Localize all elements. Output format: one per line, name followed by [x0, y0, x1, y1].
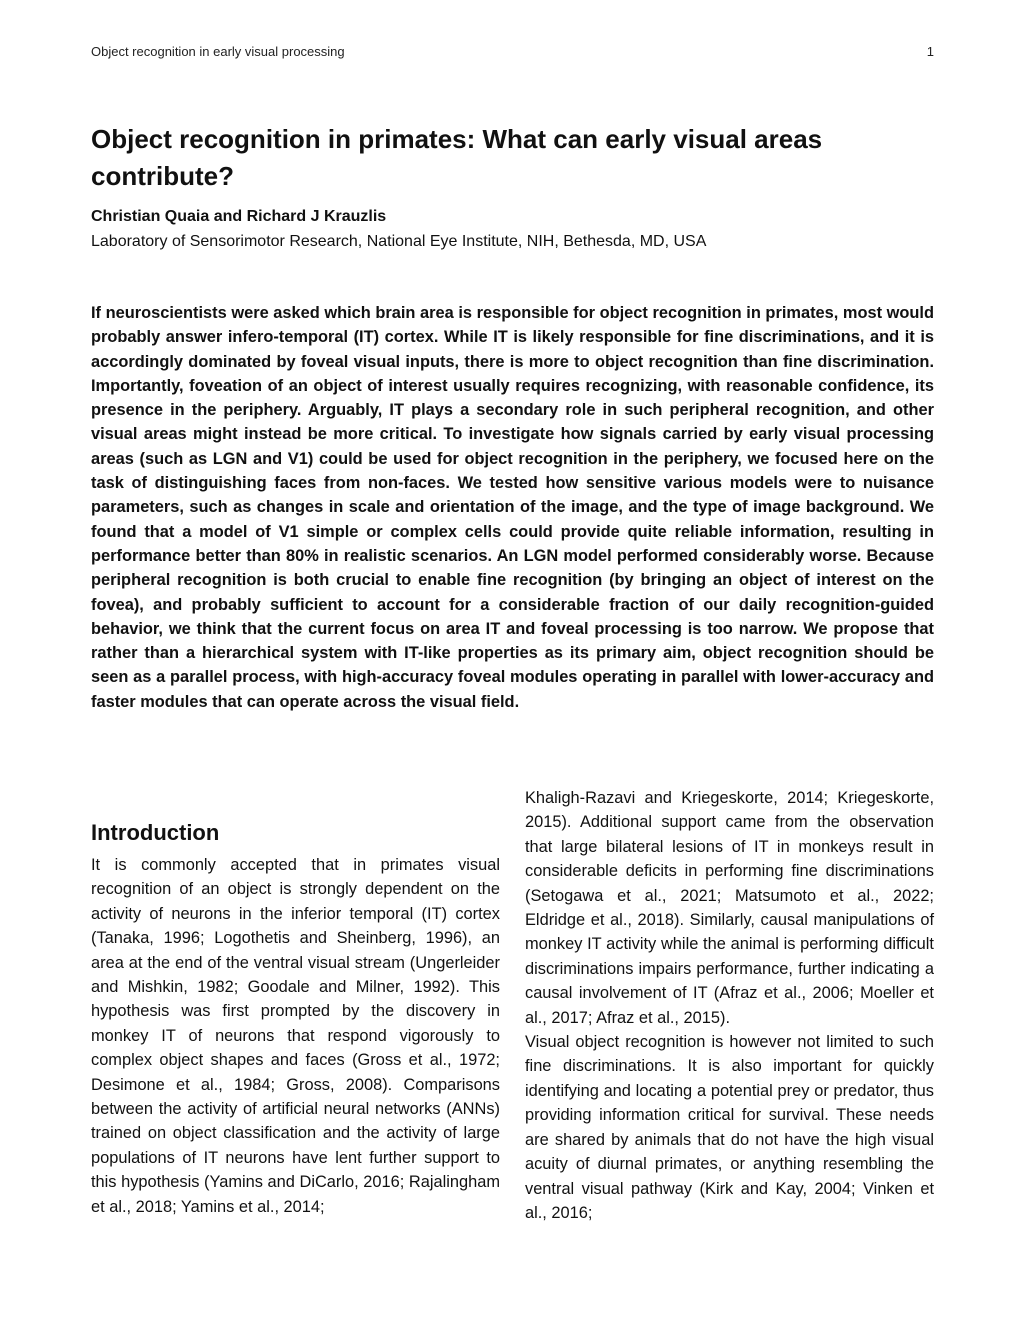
paper-title: Object recognition in primates: What can early visual areas contribute?: [91, 124, 823, 191]
introduction-paragraph: Khaligh-Razavi and Kriegeskorte, 2014; Kriegeskorte, 2015). Additional support came from the observation that large bilateral lesions of IT in monkeys result in considerable deficits in performing fine discriminations (Setogawa et al., 2021; Matsumoto et al., 2022; Eldridge et al., 2018). Similarly, causal manipulations of monkey IT activity while the animal is performing difficult discriminations impairs performance, further indicating a causal involvement of IT (Afraz et al., 2006; Moeller et al., 2017; Afraz et al., 2015).: [525, 789, 934, 1027]
introduction-paragraph: Visual object recognition is however not limited to such fine discriminations. It is also important for quickly identifying and locating a potential prey or predator, thus providing information critical for survival. These needs are shared by animals that do not have the high visual acuity of diurnal primates, or anything resembling the ventral visual pathway (Kirk and Kay, 2004; Vinken et al., 2016;: [525, 1033, 934, 1222]
abstract: If neuroscientists were asked which brain area is responsible for object recognition in primates, most would probably answer infero-temporal (IT) cortex. While IT is likely responsible for fine discriminations, and it is accordingly dominated by foveal visual inputs, there is more to object recognition than fine discrimination. Importantly, foveation of an object of interest usually requires recognizing, with reasonable confidence, its presence in the periphery. Arguably, IT plays a secondary role in such peripheral recognition, and other visual areas might instead be more critical. To investigate how signals carried by early visual processing areas (such as LGN and V1) could be used for object recognition in the periphery, we focused here on the task of distinguishing faces from non-faces. We tested how sensitive various models were to nuisance parameters, such as changes in scale and orientation of the image, and the type of image background. We found that a model of V1 simple or complex cells could provide quite reliable information, resulting in performance better than 80% in realistic scenarios. An LGN model performed considerably worse. Because peripheral recognition is both crucial to enable fine recognition (by bringing an object of interest on the fovea), and probably sufficient to account for a considerable fraction of our daily recognition-guided behavior, we think that the current focus on area IT and foveal processing is too narrow. We propose that rather than a hierarchical system with IT-like properties as its primary aim, object recognition should be seen as a parallel process, with high-accuracy foveal modules operating in parallel with lower-accuracy and faster modules that can operate across the visual field.: [91, 304, 934, 711]
introduction-heading: Introduction: [91, 820, 220, 845]
author-list: Christian Quaia and Richard J Krauzlis: [91, 208, 387, 225]
running-title: Object recognition in early visual processing: [91, 44, 345, 59]
introduction-paragraph: It is commonly accepted that in primates visual recognition of an object is strongly dependent on the activity of neurons in the inferior temporal (IT) cortex (Tanaka, 1996; Logothetis and Sheinberg, 1996), an area at the end of the ventral visual stream (Ungerleider and Mishkin, 1982; Goodale and Milner, 1992). This hypothesis was first prompted by the discovery in monkey IT of neurons that respond vigorously to complex object shapes and faces (Gross et al., 1972; Desimone et al., 1984; Gross, 2008). Comparisons between the activity of artificial neural networks (ANNs) trained on object classification and the activity of large populations of IT neurons have lent further support to this hypothesis (Yamins and DiCarlo, 2016; Rajalingham et al., 2018; Yamins et al., 2014;: [91, 856, 500, 1216]
right-column: [525, 786, 934, 1225]
author-affiliation: Laboratory of Sensorimotor Research, National Eye Institute, NIH, Bethesda, MD, USA: [91, 233, 707, 250]
page-number: 1: [926, 44, 934, 59]
left-column: [91, 786, 500, 1219]
